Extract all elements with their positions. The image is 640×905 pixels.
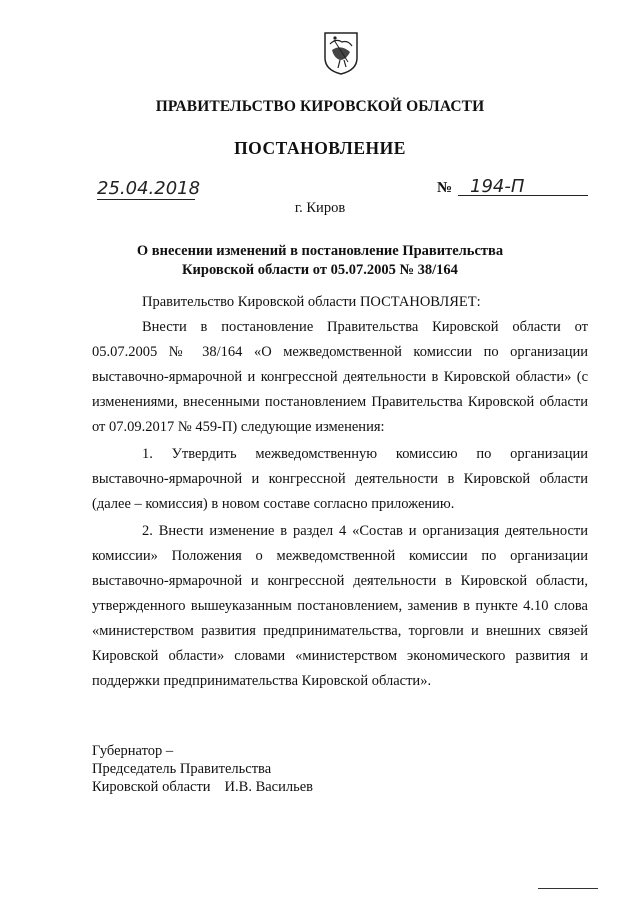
footer-rule xyxy=(538,888,598,889)
number-sign: № xyxy=(437,180,453,196)
subject-line-1: О внесении изменений в постановление Правительства xyxy=(136,243,504,259)
signature-line-1: Губернатор – xyxy=(92,743,174,759)
document-subject xyxy=(0,242,640,280)
document-number: 194-П xyxy=(470,176,525,197)
organization-title: ПРАВИТЕЛЬСТВО КИРОВСКОЙ ОБЛАСТИ xyxy=(155,98,485,115)
signature-block xyxy=(92,742,313,796)
document-body xyxy=(92,290,588,694)
body-item-1: 1. Утвердить межведомственную комиссию по организации выставочно-ярмарочной и конгрессной деятельности в Кировской области (далее – комиссия) в новом составе согласно приложению. xyxy=(92,446,588,512)
body-paragraph-resolves: Правительство Кировской области ПОСТАНОВЛЯЕТ: xyxy=(142,294,481,310)
number-underline xyxy=(458,195,588,196)
signature-line-2: Председатель Правительства xyxy=(92,761,272,777)
body-item-2: 2. Внести изменение в раздел 4 «Состав и организация деятельности комиссии» Положения о межведомственной комиссии по организации выставочно-ярмарочной и конгрессной деятельности в Кировской области, утвержденного вышеуказанным постановлением, заменив в пункте 4.10 слова «министерством развития предпринимательства, торговли и внешних связей Кировской области» словами «министерством экономического развития и поддержки предпринимательства Кировской области». xyxy=(92,523,588,689)
city-label: г. Киров xyxy=(294,200,346,216)
signatory-name: И.В. Васильев xyxy=(224,779,313,795)
coat-of-arms-icon xyxy=(322,30,360,76)
document-type-title: ПОСТАНОВЛЕНИЕ xyxy=(234,138,406,158)
signature-region: Кировской области xyxy=(92,779,211,795)
subject-line-2: Кировской области от 05.07.2005 № 38/164 xyxy=(182,262,458,278)
body-paragraph-amend: Внести в постановление Правительства Кировской области от 05.07.2005 № 38/164 «О межведомственной комиссии по организации выставочно-ярмарочной и конгрессной деятельности в Кировской области» (с изменениями, внесенными постановлением Правительства Кировской области от 07.09.2017 № 459-П) следующие изменения: xyxy=(92,319,588,435)
signature-line-3 xyxy=(92,778,313,796)
document-date: 25.04.2018 xyxy=(97,178,201,199)
